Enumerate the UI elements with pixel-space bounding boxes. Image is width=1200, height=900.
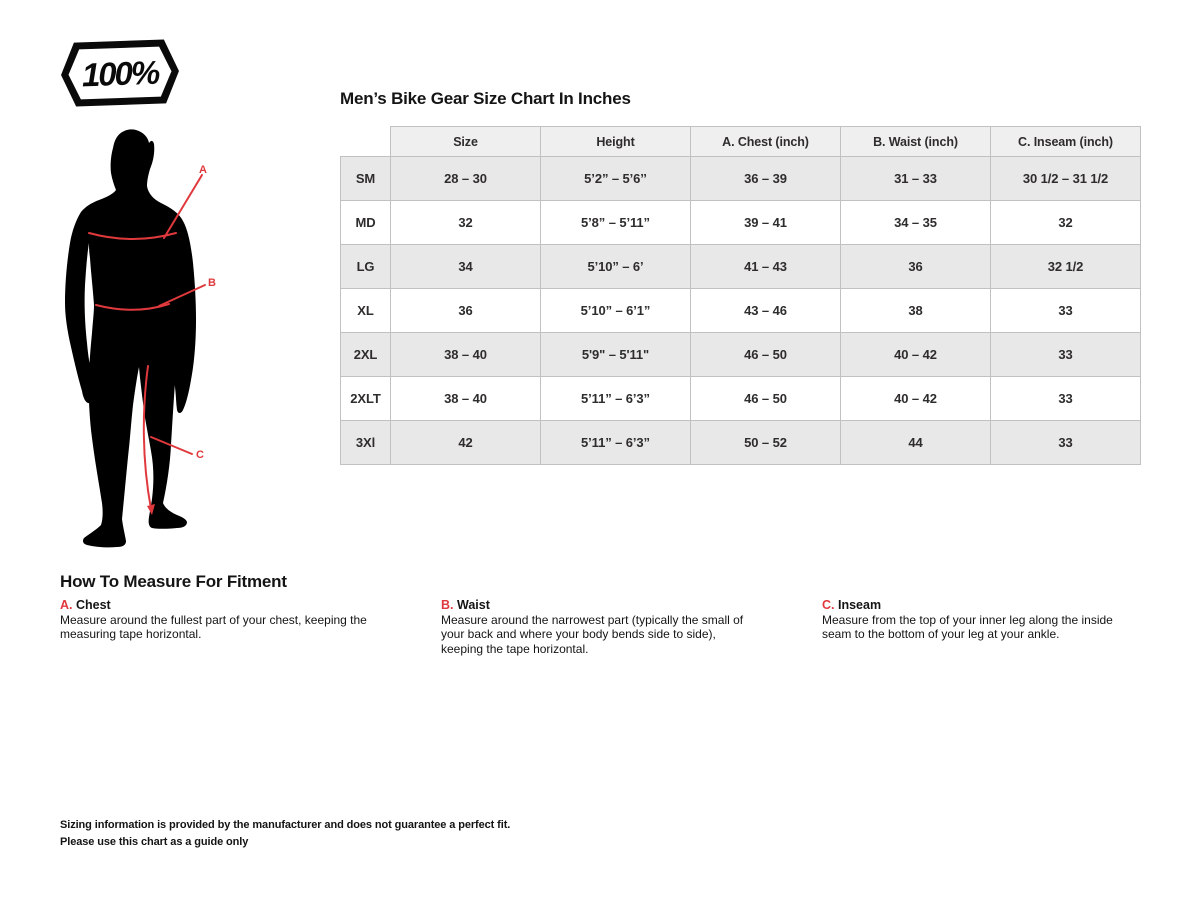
column-header-chest: A. Chest (inch) <box>691 127 841 157</box>
logo-text: 100% <box>81 53 159 94</box>
measure-letter: B. <box>441 598 454 612</box>
waist-cell: 44 <box>841 421 991 465</box>
measure-heading <box>822 598 1138 612</box>
measure-heading <box>60 598 376 612</box>
column-header-size: Size <box>391 127 541 157</box>
size-cell: 32 <box>391 201 541 245</box>
inseam-cell: 33 <box>991 333 1141 377</box>
table-row <box>341 289 1141 333</box>
chest-cell: 46 – 50 <box>691 333 841 377</box>
size-label-cell: 2XLT <box>341 377 391 421</box>
measure-name: Waist <box>456 598 490 612</box>
table-row <box>341 377 1141 421</box>
inseam-cell: 33 <box>991 377 1141 421</box>
measure-item-inseam <box>822 598 1138 642</box>
size-label-cell: XL <box>341 289 391 333</box>
measure-name: Inseam <box>837 598 882 612</box>
column-header-height: Height <box>541 127 691 157</box>
inseam-cell: 32 1/2 <box>991 245 1141 289</box>
size-cell: 34 <box>391 245 541 289</box>
figure-label-a: A <box>199 164 207 176</box>
section-title-how-to-measure: How To Measure For Fitment <box>60 572 287 591</box>
column-header-waist: B. Waist (inch) <box>841 127 991 157</box>
chest-cell: 46 – 50 <box>691 377 841 421</box>
body-silhouette-figure <box>55 115 220 555</box>
height-cell: 5’11” – 6’3” <box>541 377 691 421</box>
inseam-cell: 33 <box>991 421 1141 465</box>
waist-cell: 40 – 42 <box>841 333 991 377</box>
measure-description: Measure around the fullest part of your chest, keeping the measuring tape horizontal. <box>60 613 367 642</box>
size-label-cell: LG <box>341 245 391 289</box>
table-row <box>341 333 1141 377</box>
size-label-cell: SM <box>341 157 391 201</box>
table-row <box>341 157 1141 201</box>
measure-name: Chest <box>75 598 111 612</box>
chest-cell: 50 – 52 <box>691 421 841 465</box>
male-silhouette-image <box>65 129 196 547</box>
inseam-cell: 30 1/2 – 31 1/2 <box>991 157 1141 201</box>
table-row <box>341 245 1141 289</box>
chest-cell: 41 – 43 <box>691 245 841 289</box>
measure-heading <box>441 598 757 612</box>
disclaimer-line-2: Please use this chart as a guide only <box>60 835 249 848</box>
brand-logo-100-percent <box>58 32 182 114</box>
table-header-row <box>341 127 1141 157</box>
height-cell: 5’2” – 5’6’’ <box>541 157 691 201</box>
inseam-cell: 33 <box>991 289 1141 333</box>
measure-item-waist <box>441 598 757 656</box>
measure-description: Measure from the top of your inner leg along the inside seam to the bottom of your leg at your ankle. <box>822 613 1113 642</box>
height-cell: 5’8” – 5’11” <box>541 201 691 245</box>
waist-cell: 40 – 42 <box>841 377 991 421</box>
height-cell: 5’10” – 6’1” <box>541 289 691 333</box>
inseam-cell: 32 <box>991 201 1141 245</box>
measure-description: Measure around the narrowest part (typically the small of your back and where your body bends side to side), keeping the tape horizontal. <box>441 613 744 656</box>
waist-cell: 38 <box>841 289 991 333</box>
table-row <box>341 201 1141 245</box>
size-label-cell: 2XL <box>341 333 391 377</box>
table-row <box>341 421 1141 465</box>
measure-letter: A. <box>60 598 73 612</box>
waist-cell: 36 <box>841 245 991 289</box>
figure-label-b: B <box>208 277 216 289</box>
chest-cell: 39 – 41 <box>691 201 841 245</box>
hexagon-badge-icon <box>58 32 182 114</box>
chest-cell: 43 – 46 <box>691 289 841 333</box>
size-cell: 28 – 30 <box>391 157 541 201</box>
page-title: Men’s Bike Gear Size Chart In Inches <box>340 89 631 108</box>
size-chart-table <box>340 126 1141 465</box>
size-label-cell: 3Xl <box>341 421 391 465</box>
column-header-inseam: C. Inseam (inch) <box>991 127 1141 157</box>
footer-disclaimer <box>60 817 510 850</box>
waist-cell: 34 – 35 <box>841 201 991 245</box>
size-cell: 36 <box>391 289 541 333</box>
measure-item-chest <box>60 598 376 642</box>
height-cell: 5’11” – 6’3” <box>541 421 691 465</box>
measure-letter: C. <box>822 598 835 612</box>
figure-label-c: C <box>196 449 204 461</box>
disclaimer-line-1: Sizing information is provided by the manufacturer and does not guarantee a perfect fit. <box>60 819 511 831</box>
corner-cell <box>341 127 391 157</box>
size-cell: 38 – 40 <box>391 333 541 377</box>
height-cell: 5'9" – 5'11" <box>541 333 691 377</box>
chest-cell: 36 – 39 <box>691 157 841 201</box>
height-cell: 5’10” – 6’ <box>541 245 691 289</box>
size-label-cell: MD <box>341 201 391 245</box>
waist-cell: 31 – 33 <box>841 157 991 201</box>
size-cell: 38 – 40 <box>391 377 541 421</box>
size-cell: 42 <box>391 421 541 465</box>
